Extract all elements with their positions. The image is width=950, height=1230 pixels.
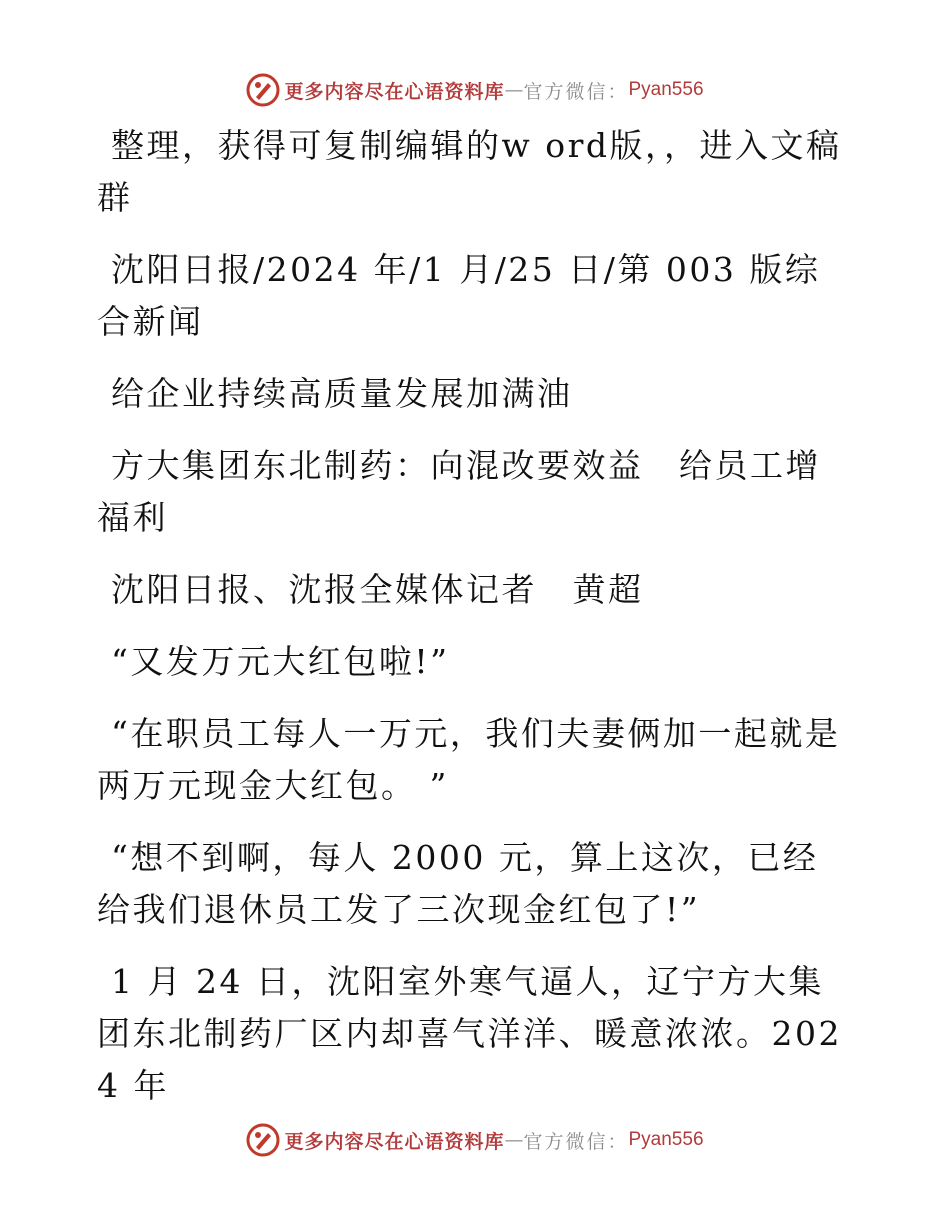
watermark-wechat-id: Pyan556	[628, 1129, 704, 1150]
watermark-wechat-id: Pyan556	[628, 79, 704, 100]
pen-logo-icon	[246, 73, 280, 107]
paragraph-quote-1: “又发万元大红包啦!”	[111, 642, 450, 681]
document-body	[97, 120, 842, 1132]
watermark-dash: —	[504, 79, 524, 101]
paragraph-quote-2: “在职员工每人一万元，我们夫妻俩加一起就是两万元现金大红包。 ”	[97, 714, 841, 805]
pen-logo-icon	[246, 1123, 280, 1157]
paragraph-intro: 整理，获得可复制编辑的w ord版，，进入文稿群	[97, 126, 842, 217]
header-watermark	[0, 70, 950, 110]
watermark-main-text: 更多内容尽在心语资料库	[284, 80, 505, 103]
paragraph-quote-3: “想不到啊，每人 2000 元，算上这次，已经给我们退休员工发了三次现金红包了!”	[97, 838, 819, 929]
paragraph-headline: 给企业持续高质量发展加满油	[111, 374, 573, 413]
footer-watermark	[0, 1120, 950, 1160]
paragraph-subheadline: 方大集团东北制药：向混改要效益 给员工增福利	[97, 446, 821, 537]
watermark-sub-text: 官方微信：	[523, 1130, 629, 1153]
paragraph-byline: 沈阳日报、沈报全媒体记者 黄超	[111, 570, 644, 609]
watermark-main-text: 更多内容尽在心语资料库	[284, 1130, 505, 1153]
paragraph-body: 1 月 24 日，沈阳室外寒气逼人，辽宁方大集团东北制药厂区内却喜气洋洋、暖意浓浓。2024 年	[97, 962, 842, 1105]
paragraph-source: 沈阳日报/2024 年/1 月/25 日/第 003 版综合新闻	[97, 250, 821, 341]
watermark-dash: —	[504, 1129, 524, 1151]
watermark-sub-text: 官方微信：	[523, 80, 629, 103]
